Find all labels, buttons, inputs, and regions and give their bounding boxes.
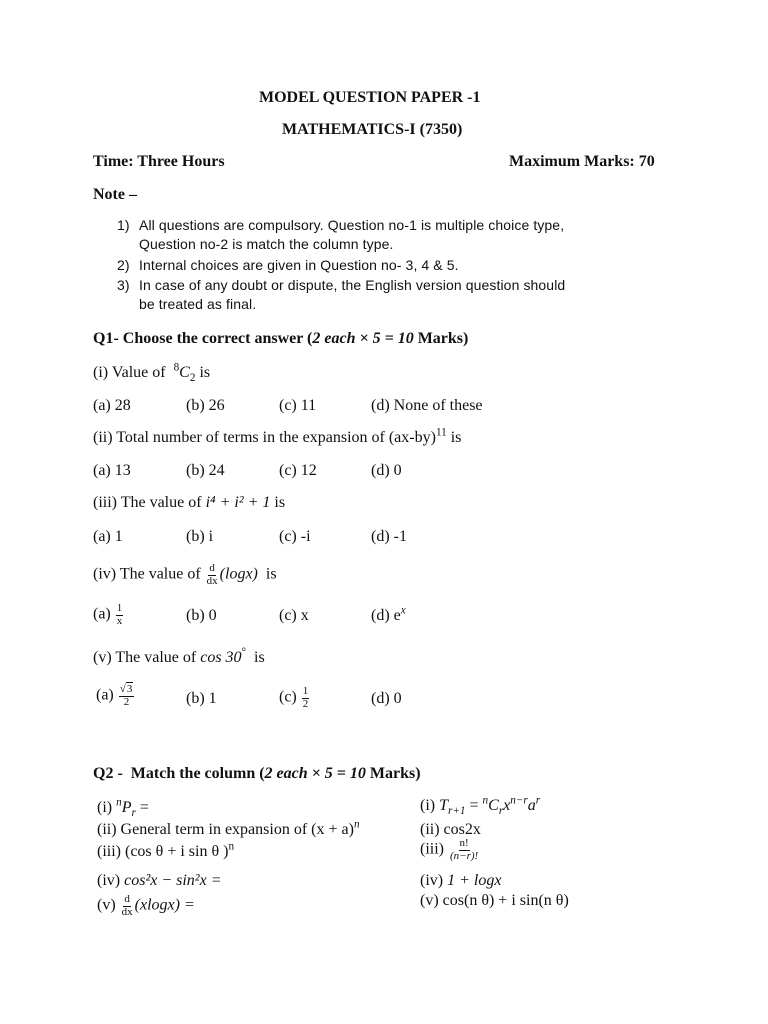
derivative-fraction xyxy=(121,894,134,918)
derivative-fraction xyxy=(206,563,219,587)
match-left-4 xyxy=(97,872,222,890)
math-expression: (logx) xyxy=(219,565,258,583)
q1-question-5 xyxy=(93,646,265,667)
match-right-2 xyxy=(420,821,481,839)
note-number: 1) xyxy=(117,217,130,233)
frac-denominator: dx xyxy=(206,574,218,587)
math-superscript: n−r xyxy=(510,794,528,807)
note-number: 2) xyxy=(117,257,130,273)
item-number: (i) xyxy=(420,797,436,814)
note-line: All questions are compulsory. Question no-1 is multiple choice type, xyxy=(139,217,565,233)
option-label: (c) xyxy=(279,688,297,706)
q2-heading xyxy=(93,765,421,783)
math-expression: P xyxy=(121,799,132,816)
option-d[interactable]: (d) -1 xyxy=(371,528,407,545)
math-expression: cos²x − sin²x = xyxy=(124,872,222,889)
note-number: 3) xyxy=(117,277,130,293)
math-expression: C xyxy=(179,364,190,381)
match-left-2 xyxy=(97,818,360,839)
match-right-1 xyxy=(420,794,541,818)
option-c[interactable] xyxy=(279,686,310,710)
math-superscript: n xyxy=(353,818,360,831)
degree-symbol: ° xyxy=(241,646,247,659)
item-text: (ii) General term in expansion of (x + a) xyxy=(97,821,354,838)
item-number: (v) xyxy=(97,896,116,914)
sqrt-icon: √ xyxy=(119,683,126,695)
option-c[interactable]: (c) -i xyxy=(279,528,311,545)
radicand: 3 xyxy=(126,683,133,695)
note-line: be treated as final. xyxy=(139,296,257,312)
question-stem: (i) Value of xyxy=(93,364,166,381)
q1-question-2 xyxy=(93,426,462,447)
frac-denominator: dx xyxy=(121,905,133,918)
item-text: (iii) (cos θ + i sin θ ) xyxy=(97,843,229,860)
option-b[interactable]: (b) 0 xyxy=(186,607,217,624)
item-number: (iv) xyxy=(420,872,444,889)
option-a[interactable]: (a) 28 xyxy=(93,397,131,414)
q2-title: Match the column ( xyxy=(130,765,265,782)
match-right-4 xyxy=(420,872,501,890)
option-fraction xyxy=(302,686,310,710)
q2-marks-tail: Marks) xyxy=(369,765,421,782)
q2-marks-math: 2 each × 5 = 10 xyxy=(264,765,366,782)
option-b[interactable]: (b) 1 xyxy=(186,690,217,707)
item-number: (ii) xyxy=(420,821,440,838)
option-fraction xyxy=(119,684,135,708)
math-operator: = xyxy=(469,797,483,814)
math-subscript: 2 xyxy=(189,372,196,385)
q1-title: Choose the correct answer ( xyxy=(122,330,313,347)
frac-denominator: 2 xyxy=(302,697,309,710)
option-label: (d) e xyxy=(371,607,401,624)
frac-denominator: (n−r)! xyxy=(450,849,479,862)
math-superscript: n xyxy=(228,840,235,853)
math-expression: i⁴ + i² + 1 xyxy=(205,494,271,511)
math-expression: cos(n θ) + i sin(n θ) xyxy=(442,892,569,909)
note-line: Internal choices are given in Question no- 3, 4 & 5. xyxy=(139,257,459,273)
permutation-fraction xyxy=(449,838,479,862)
option-fraction xyxy=(116,603,124,627)
math-expression: cos 30 xyxy=(200,649,242,666)
math-expression: C xyxy=(488,797,499,814)
option-a[interactable] xyxy=(93,603,124,627)
match-left-1 xyxy=(97,796,149,820)
frac-numerator: 1 xyxy=(116,602,123,614)
option-a[interactable] xyxy=(96,684,135,708)
option-c[interactable] xyxy=(279,607,309,625)
q1-marks-tail: Marks) xyxy=(417,330,469,347)
option-b[interactable]: (b) 26 xyxy=(186,397,225,414)
match-left-3 xyxy=(97,840,235,861)
option-label: (a) xyxy=(93,605,111,623)
q1-question-4 xyxy=(93,563,277,587)
paper-title: MODEL QUESTION PAPER -1 xyxy=(259,89,481,106)
option-d[interactable]: (d) 0 xyxy=(371,690,402,707)
question-stem-tail: is xyxy=(274,494,286,511)
question-stem-tail: is xyxy=(450,429,462,446)
q1-question-3 xyxy=(93,494,285,512)
max-marks-label: Maximum Marks: 70 xyxy=(509,153,655,170)
question-stem: (iii) The value of xyxy=(93,494,202,511)
q1-heading xyxy=(93,330,468,348)
math-expression: T xyxy=(439,797,449,814)
question-stem-tail: is xyxy=(265,565,277,583)
option-a[interactable]: (a) 1 xyxy=(93,528,123,545)
question-stem-tail: is xyxy=(254,649,265,666)
option-b[interactable]: (b) i xyxy=(186,528,214,545)
q2-label: Q2 - xyxy=(93,765,123,782)
option-label: (c) x xyxy=(279,607,309,624)
question-stem: (v) The value of xyxy=(93,649,197,666)
note-heading: Note – xyxy=(93,186,137,203)
math-expression: cos2x xyxy=(443,821,481,838)
math-expression: a xyxy=(527,797,536,814)
match-left-5 xyxy=(97,894,195,918)
math-expression: x xyxy=(503,797,511,814)
math-superscript: 11 xyxy=(435,426,447,439)
item-number: (iii) xyxy=(420,840,444,858)
math-superscript: 8 xyxy=(173,361,180,374)
q1-question-1 xyxy=(93,361,211,385)
frac-numerator xyxy=(119,684,135,697)
math-subscript: r+1 xyxy=(448,805,466,818)
item-number: (v) xyxy=(420,892,439,909)
item-number: (iv) xyxy=(97,872,121,889)
item-number: (i) xyxy=(97,799,113,816)
match-right-3 xyxy=(420,838,480,862)
frac-denominator: 2 xyxy=(123,695,130,708)
match-right-5 xyxy=(420,892,569,910)
option-c[interactable]: (c) 12 xyxy=(279,462,317,479)
frac-numerator: d xyxy=(124,893,130,905)
math-superscript: n xyxy=(482,794,489,807)
frac-denominator: x xyxy=(116,614,123,627)
frac-numerator: d xyxy=(209,562,215,574)
question-stem: (iv) The value of xyxy=(93,565,201,583)
option-d[interactable] xyxy=(371,604,406,625)
q1-label: Q1- xyxy=(93,330,119,347)
math-superscript: x xyxy=(400,604,406,617)
option-label: (a) xyxy=(96,686,114,704)
paper-subject: MATHEMATICS-I (7350) xyxy=(282,121,463,138)
option-d[interactable]: (d) None of these xyxy=(371,397,483,414)
option-d[interactable]: (d) 0 xyxy=(371,462,402,479)
math-superscript: r xyxy=(535,794,541,807)
question-stem-tail: is xyxy=(199,364,211,381)
frac-numerator: n! xyxy=(459,837,469,849)
math-subscript: r xyxy=(498,805,504,818)
question-stem: (ii) Total number of terms in the expansion of (ax-by) xyxy=(93,429,436,446)
math-operator: = xyxy=(139,799,149,816)
frac-numerator: 1 xyxy=(302,685,309,697)
option-a[interactable]: (a) 13 xyxy=(93,462,131,479)
option-c[interactable]: (c) 11 xyxy=(279,397,317,414)
time-label: Time: Three Hours xyxy=(93,153,225,170)
math-expression: (xlogx) = xyxy=(134,896,195,914)
math-superscript: n xyxy=(116,796,122,809)
math-expression: 1 + logx xyxy=(447,872,502,889)
option-b[interactable]: (b) 24 xyxy=(186,462,225,479)
math-subscript: r xyxy=(131,807,136,820)
q1-marks-math: 2 each × 5 = 10 xyxy=(312,330,414,347)
note-line: In case of any doubt or dispute, the English version question should xyxy=(139,277,566,293)
note-line: Question no-2 is match the column type. xyxy=(139,236,394,252)
